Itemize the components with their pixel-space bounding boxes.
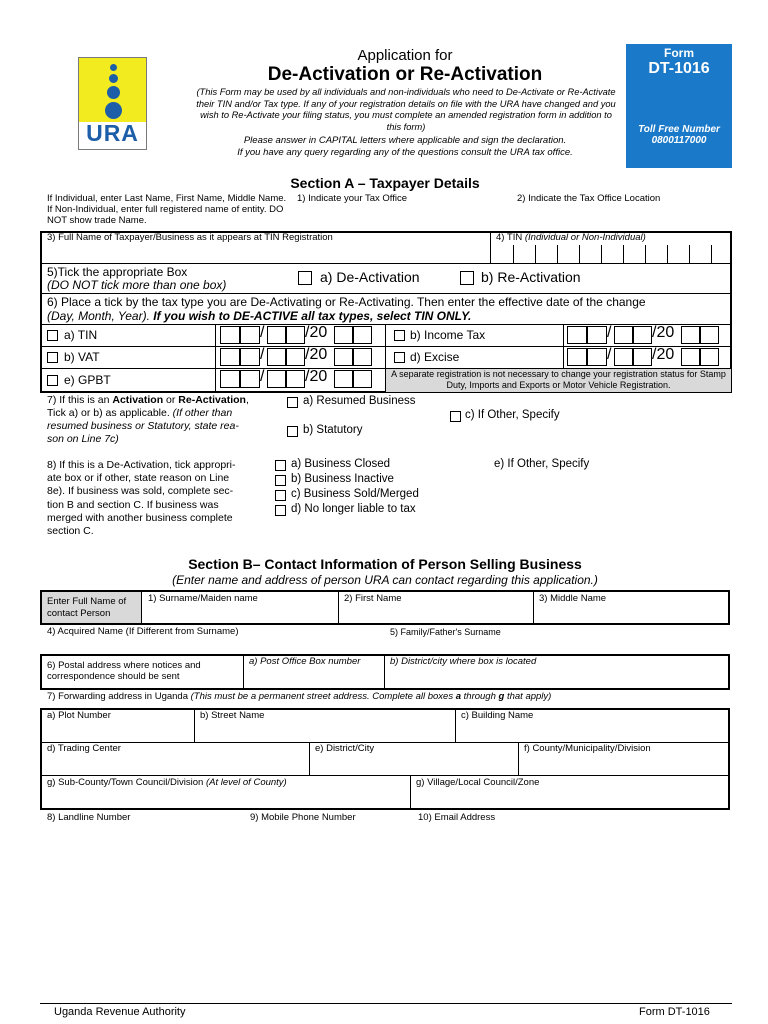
date-digit-box[interactable] (633, 326, 652, 344)
tax-office-label: 1) Indicate your Tax Office (297, 193, 408, 204)
tin-field[interactable] (491, 243, 731, 263)
other-deactivation-label: e) If Other, Specify (494, 458, 590, 470)
village-label: g) Village/Local Council/Zone (416, 777, 540, 788)
vat-tax-label: b) VAT (64, 350, 100, 364)
date-year-prefix: /20 (305, 368, 328, 385)
instruction-capital: Please answer in CAPITAL letters where applicable and sign the declaration. (243, 135, 567, 146)
tax-type-instruction-2: (Day, Month, Year). If you wish to DE-ACTIVE all tax types, select TIN ONLY. (47, 309, 472, 323)
date-digit-box[interactable] (334, 370, 353, 388)
postal-address-label: 6) Postal address where notices and correspondence should be sent (47, 660, 201, 682)
form-label: Form (664, 46, 694, 60)
acquired-name-field[interactable] (47, 638, 727, 652)
tick-box-label: 5)Tick the appropriate Box (47, 265, 188, 279)
business-closed-label: a) Business Closed (291, 458, 391, 470)
logo-dot (105, 102, 122, 119)
middle-name-label: 3) Middle Name (539, 593, 607, 604)
date-separator: / (260, 346, 265, 363)
footer-form-number: Form DT-1016 (639, 1006, 710, 1018)
date-digit-box[interactable] (334, 348, 353, 366)
tin-digit-divider (667, 245, 668, 263)
gpbt-checkbox[interactable] (47, 375, 58, 386)
first-name-label: 2) First Name (344, 593, 402, 604)
name-instruction: If Individual, enter Last Name, First Name, Middle Name. If Non-Individual, enter full registered name of entity. DO NOT show trade Name. (47, 193, 287, 226)
date-digit-box[interactable] (567, 326, 587, 344)
date-digit-box[interactable] (681, 348, 700, 366)
date-separator: / (260, 324, 265, 341)
business-closed-checkbox[interactable] (275, 460, 286, 471)
middle-name-field[interactable] (534, 605, 728, 623)
date-year-prefix: /20 (305, 324, 328, 341)
resumed-business-label: a) Resumed Business (303, 395, 416, 407)
po-box-district-label: b) District/city where box is located (390, 656, 537, 667)
no-longer-liable-checkbox[interactable] (275, 505, 286, 516)
date-digit-box[interactable] (334, 326, 353, 344)
date-digit-box[interactable] (353, 326, 372, 344)
date-digit-box[interactable] (700, 348, 719, 366)
no-longer-liable-label: d) No longer liable to tax (291, 503, 416, 515)
q8-instruction-line: 8) If this is a De-Activation, tick appropri- (47, 459, 236, 471)
date-digit-box[interactable] (286, 348, 305, 366)
full-name-field[interactable] (40, 243, 490, 263)
date-digit-box[interactable] (267, 370, 286, 388)
other-activation-label: c) If Other, Specify (465, 409, 560, 421)
tin-digit-divider (557, 245, 558, 263)
vat-checkbox[interactable] (47, 352, 58, 363)
tin-label: 4) TIN (Individual or Non-Individual) (496, 232, 646, 243)
surname-field[interactable] (143, 605, 338, 623)
income-tax-checkbox[interactable] (394, 330, 405, 341)
date-digit-box[interactable] (614, 326, 633, 344)
county-field[interactable] (519, 755, 728, 774)
section-b-subtitle: (Enter name and address of person URA can contact regarding this application.) (172, 573, 598, 587)
q8-instruction-line: section C. (47, 525, 94, 538)
sub-county-label: g) Sub-County/Town Council/Division (At level of County) (47, 777, 287, 788)
reactivation-label: b) Re-Activation (481, 269, 581, 285)
separate-registration-note: A separate registration is not necessary to change your registration status for Stamp Duty, Imports and Exports or Motor Vehicle Registration. (386, 369, 731, 392)
plot-number-label: a) Plot Number (47, 710, 111, 721)
tin-digit-divider (513, 245, 514, 263)
business-sold-checkbox[interactable] (275, 490, 286, 501)
date-digit-box[interactable] (353, 348, 372, 366)
app-for-label: Application for (357, 47, 453, 64)
date-digit-box[interactable] (240, 348, 260, 366)
form-number-box (626, 44, 732, 168)
deactivation-checkbox[interactable] (298, 271, 312, 285)
tin-tax-label: a) TIN (64, 328, 98, 342)
date-digit-box[interactable] (240, 370, 260, 388)
footer-rule (40, 1003, 732, 1004)
form-number: DT-1016 (648, 60, 710, 77)
surname-label: 1) Surname/Maiden name (148, 593, 258, 604)
other-activation-checkbox[interactable] (450, 411, 461, 422)
date-digit-box[interactable] (286, 326, 305, 344)
q8-instruction-line: 8e). If business was sold, complete sec- (47, 485, 234, 498)
date-digit-box[interactable] (614, 348, 633, 366)
po-box-field[interactable] (244, 668, 384, 688)
contact-name-label: Enter Full Name of contact Person (42, 592, 142, 623)
income-tax-label: b) Income Tax (410, 328, 486, 342)
date-digit-box[interactable] (567, 348, 587, 366)
po-box-label: a) Post Office Box number (249, 656, 361, 667)
date-year-prefix: /20 (652, 346, 675, 363)
footer-authority: Uganda Revenue Authority (54, 1006, 186, 1018)
excise-tax-label: d) Excise (410, 350, 460, 364)
tin-digit-divider (711, 245, 712, 263)
mobile-label: 9) Mobile Phone Number (250, 812, 356, 823)
district-city-field[interactable] (310, 755, 518, 774)
tin-digit-divider (579, 245, 580, 263)
business-sold-label: c) Business Sold/Merged (291, 488, 419, 500)
date-digit-box[interactable] (587, 326, 607, 344)
gpbt-tax-label: e) GPBT (64, 373, 111, 387)
tin-checkbox[interactable] (47, 330, 58, 341)
date-digit-box[interactable] (681, 326, 700, 344)
q8-instruction-line: merged with another business complete (47, 511, 233, 524)
trading-center-label: d) Trading Center (47, 743, 121, 754)
tin-digit-divider (623, 245, 624, 263)
tin-digit-divider (601, 245, 602, 263)
excise-checkbox[interactable] (394, 352, 405, 363)
tin-digit-divider (535, 245, 536, 263)
street-name-label: b) Street Name (200, 710, 265, 721)
email-field[interactable] (418, 824, 728, 838)
date-separator: / (607, 346, 612, 363)
family-surname-label: 5) Family/Father's Surname (390, 627, 501, 637)
plot-number-field[interactable] (42, 722, 194, 741)
logo-dot (109, 74, 118, 83)
date-digit-box[interactable] (353, 370, 372, 388)
village-field[interactable] (411, 789, 728, 808)
full-name-label: 3) Full Name of Taxpayer/Business as it appears at TIN Registration (47, 232, 333, 243)
deactivation-label: a) De-Activation (320, 269, 420, 285)
logo-text: URA (86, 120, 139, 146)
tax-office-location-label: 2) Indicate the Tax Office Location (517, 193, 661, 204)
tick-box-warning: (DO NOT tick more than one box) (47, 278, 227, 292)
email-label: 10) Email Address (418, 812, 496, 823)
toll-free-number: 0800117000 (651, 135, 707, 146)
business-inactive-checkbox[interactable] (275, 475, 286, 486)
county-label: f) County/Municipality/Division (524, 743, 651, 754)
statutory-label: b) Statutory (303, 424, 363, 436)
date-separator: / (607, 324, 612, 341)
date-digit-box[interactable] (267, 326, 286, 344)
q8-instruction-line: tion B and section C. If business was (47, 498, 219, 511)
date-digit-box[interactable] (267, 348, 286, 366)
sub-county-field[interactable] (42, 789, 410, 808)
page-title: De-Activation or Re-Activation (267, 64, 543, 85)
instruction-query: If you have any query regarding any of the questions consult the URA tax office. (237, 147, 573, 158)
business-inactive-label: b) Business Inactive (291, 473, 394, 485)
building-name-label: c) Building Name (461, 710, 534, 721)
ura-logo (78, 57, 147, 150)
landline-label: 8) Landline Number (47, 812, 131, 823)
reactivation-checkbox[interactable] (460, 271, 474, 285)
date-digit-box[interactable] (286, 370, 305, 388)
forwarding-address-label: 7) Forwarding address in Uganda (This must be a permanent street address. Complete all boxes a through g that apply) (47, 691, 552, 702)
date-digit-box[interactable] (220, 348, 240, 366)
first-name-field[interactable] (339, 605, 533, 623)
date-year-prefix: /20 (652, 324, 675, 341)
street-name-field[interactable] (195, 722, 455, 741)
acquired-name-label: 4) Acquired Name (If Different from Surname) (47, 626, 239, 637)
tin-digit-divider (645, 245, 646, 263)
section-a-title: Section A – Taxpayer Details (290, 175, 480, 191)
trading-center-field[interactable] (42, 755, 309, 774)
date-digit-box[interactable] (700, 326, 719, 344)
date-digit-box[interactable] (220, 326, 240, 344)
tin-digit-divider (689, 245, 690, 263)
date-digit-box[interactable] (633, 348, 652, 366)
tax-type-instruction: 6) Place a tick by the tax type you are De-Activating or Re-Activating. Then enter the effective date of the change (47, 295, 646, 309)
date-digit-box[interactable] (220, 370, 240, 388)
district-city-label: e) District/City (315, 743, 375, 754)
date-digit-box[interactable] (587, 348, 607, 366)
q8-instruction (47, 459, 277, 538)
form-intro: (This Form may be used by all individuals and non-individuals who need to De-Activate or Re-Activate their TIN and/or Tax type. If any of your registration details on file with the URA have changed and you wish to Re-Activate your filing status, you must complete an amended registration form in addition to this form) (196, 87, 616, 132)
logo-dot (110, 64, 117, 71)
logo-dot (107, 86, 120, 99)
resumed-business-checkbox[interactable] (287, 397, 298, 408)
date-year-prefix: /20 (305, 346, 328, 363)
mobile-field[interactable] (250, 824, 410, 838)
q8-instruction-line: ate box or if other, state reason on Line (47, 472, 230, 485)
date-separator: / (260, 368, 265, 385)
section-b-title: Section B– Contact Information of Person Selling Business (188, 556, 582, 572)
po-box-district-field[interactable] (385, 668, 728, 688)
date-digit-box[interactable] (240, 326, 260, 344)
toll-free-label: Toll Free Number (638, 124, 720, 135)
landline-field[interactable] (47, 824, 242, 838)
building-name-field[interactable] (456, 722, 728, 741)
statutory-checkbox[interactable] (287, 426, 298, 437)
q7-instruction: 7) If this is an Activation or Re-Activation, Tick a) or b) as applicable. (If other than resumed business or Statutory, state rea- son on Line 7c) (47, 394, 249, 445)
